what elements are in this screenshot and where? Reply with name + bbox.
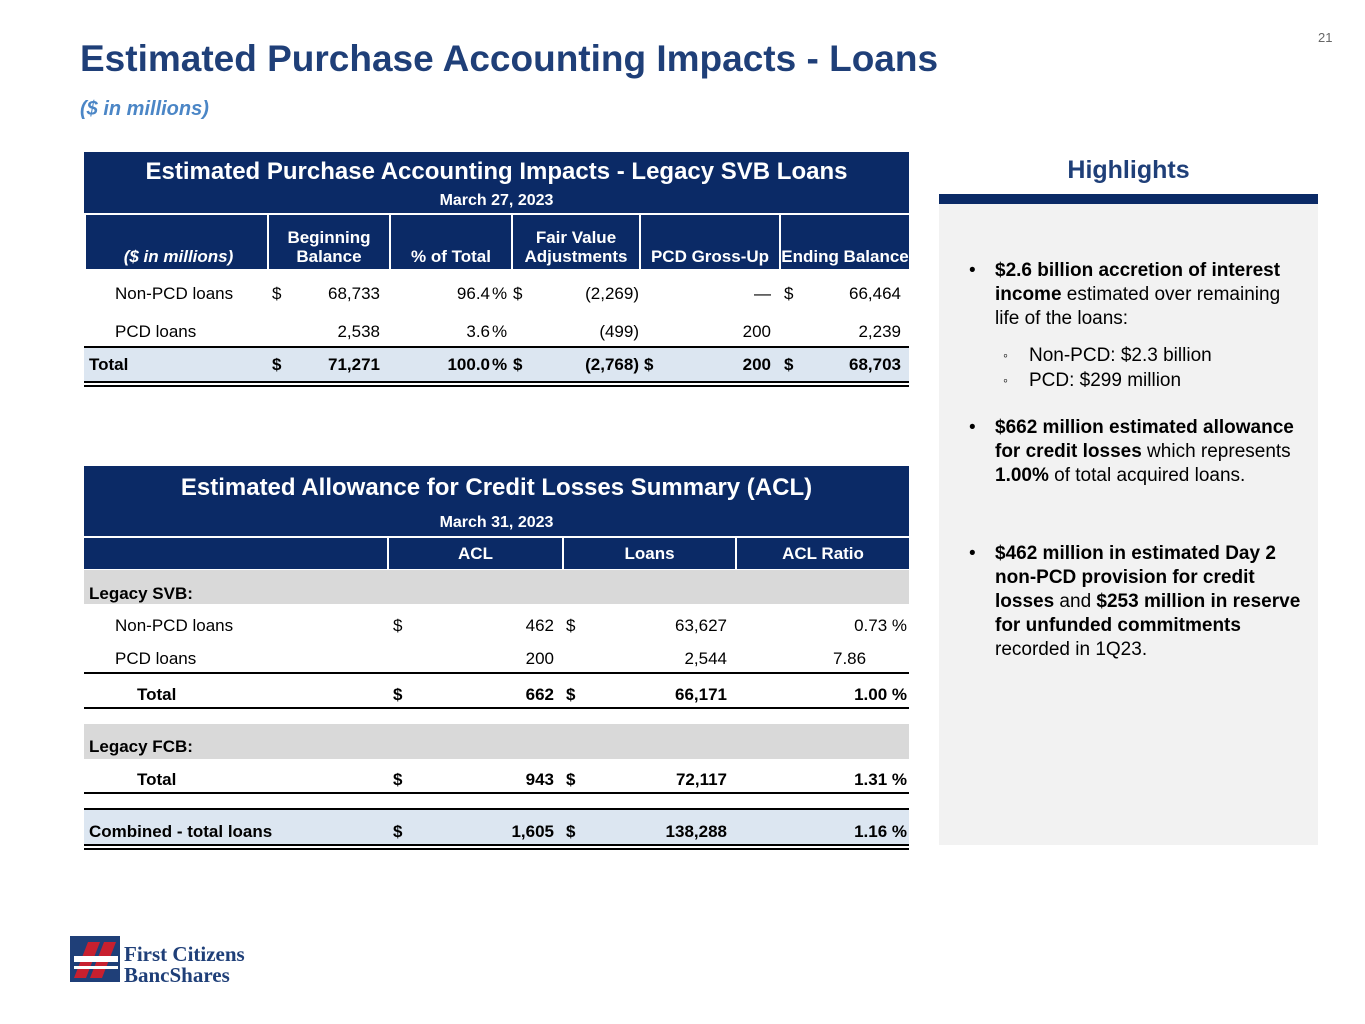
- currency-sign: $: [513, 355, 523, 374]
- sub-bullet-icon: ◦: [1003, 347, 1008, 363]
- acl-value: 943: [525, 770, 554, 789]
- column-header-acl-ratio: ACL Ratio: [735, 538, 909, 569]
- currency-sign: $: [393, 616, 403, 635]
- currency-sign: $: [513, 284, 523, 303]
- pct-value: 3.6: [466, 322, 490, 341]
- loans-value: 63,627: [675, 616, 727, 635]
- currency-sign: $: [566, 685, 576, 704]
- pcd-value: 200: [742, 322, 771, 341]
- combined-total-row: [84, 810, 909, 844]
- section-row-legacy-svb: [84, 570, 909, 604]
- column-header-label: ($ in millions): [84, 215, 267, 269]
- row-label: Total: [89, 355, 129, 374]
- ratio-value: 0.73 %: [854, 616, 907, 635]
- beginning-value: 68,733: [328, 284, 380, 303]
- row-label: Non-PCD loans: [115, 284, 234, 303]
- bullet-bold-text: $253 million in reserve for unfunded commitments: [995, 591, 1301, 636]
- column-header-pcd-grossup: PCD Gross-Up: [639, 215, 779, 269]
- row-divider: [84, 672, 909, 674]
- double-underline: [84, 844, 909, 846]
- pct-value: 100.0: [447, 355, 490, 374]
- pct-value: 96.4: [456, 284, 490, 303]
- currency-sign: $: [566, 770, 576, 789]
- bullet-text: estimated over remaining life of the loans:: [995, 284, 1281, 329]
- ending-value: 2,239: [858, 322, 901, 341]
- sub-bullet-text: Non-PCD: $2.3 billion: [1029, 345, 1212, 366]
- company-logo: [70, 932, 260, 988]
- sub-bullet-icon: ◦: [1003, 372, 1008, 388]
- currency-sign: $: [272, 284, 282, 303]
- row-label: PCD loans: [115, 322, 197, 341]
- fcb-total-row: [84, 770, 909, 794]
- column-header-ending-balance: Ending Balance: [779, 215, 909, 269]
- section-row-legacy-fcb: [84, 724, 909, 759]
- bullet-text: which represents: [1141, 441, 1291, 462]
- ratio-value: 7.86: [833, 649, 867, 668]
- row-divider: [84, 707, 909, 709]
- table-row: [84, 616, 909, 640]
- highlights-title: Highlights: [1067, 156, 1190, 184]
- row-label: PCD loans: [115, 649, 197, 668]
- currency-sign: $: [784, 355, 794, 374]
- currency-sign: $: [644, 355, 654, 374]
- ratio-value: 1.31 %: [854, 770, 907, 789]
- table-row: [84, 284, 909, 308]
- loans-value: 72,117: [675, 770, 727, 789]
- sub-bullet-text: PCD: $299 million: [1029, 370, 1182, 391]
- row-label: Total: [137, 770, 177, 789]
- currency-sign: $: [393, 770, 403, 789]
- page-title: Estimated Purchase Accounting Impacts - Loans: [80, 38, 939, 79]
- fair-value: (499): [599, 322, 639, 341]
- ratio-value: 1.16 %: [854, 822, 907, 841]
- highlights-bar: [939, 194, 1318, 204]
- bullet-bold-text: $662 million estimated allowance for credit losses: [995, 417, 1294, 462]
- page-subtitle: ($ in millions): [80, 98, 209, 120]
- table-row: [84, 322, 909, 346]
- highlight-bullet-1: [969, 259, 1309, 331]
- acl-summary-table: [84, 466, 909, 851]
- flag-logo-icon: [70, 932, 122, 984]
- table-title: Estimated Allowance for Credit Losses Summary (ACL): [180, 474, 813, 501]
- table-title: Estimated Purchase Accounting Impacts - Legacy SVB Loans: [145, 158, 848, 185]
- bullet-icon: •: [969, 260, 976, 281]
- currency-sign: $: [784, 284, 794, 303]
- bullet-bold-text: 1.00%: [995, 465, 1049, 486]
- svb-total-row: [84, 685, 909, 709]
- beginning-value: 71,271: [328, 355, 380, 374]
- bullet-text: and: [1054, 591, 1097, 612]
- highlight-sub-bullet-2: [1003, 368, 1182, 393]
- row-label: Combined - total loans: [89, 822, 273, 841]
- highlights-body: [939, 204, 1318, 845]
- acl-value: 200: [525, 649, 554, 668]
- section-label: Legacy SVB:: [89, 584, 193, 603]
- acl-value: 1,605: [511, 822, 554, 841]
- pct-sign: %: [492, 355, 508, 374]
- fair-value: (2,768): [585, 355, 639, 374]
- column-header-fair-value: Fair Value Adjustments: [511, 215, 639, 269]
- pct-sign: %: [492, 322, 508, 341]
- highlight-bullet-3: [969, 542, 1309, 662]
- highlight-sub-bullet-1: [1003, 343, 1212, 368]
- legacy-svb-loans-table: [84, 152, 909, 387]
- loans-value: 138,288: [665, 822, 727, 841]
- column-header-loans: Loans: [562, 538, 735, 569]
- currency-sign: $: [393, 822, 403, 841]
- bullet-icon: •: [969, 543, 976, 564]
- section-label: Legacy FCB:: [89, 737, 193, 756]
- bullet-text: recorded in 1Q23.: [995, 639, 1148, 660]
- ending-value: 66,464: [849, 284, 901, 303]
- acl-value: 662: [525, 685, 554, 704]
- table-date: March 27, 2023: [439, 192, 554, 209]
- row-divider: [84, 792, 909, 794]
- currency-sign: $: [272, 355, 282, 374]
- currency-sign: $: [566, 616, 576, 635]
- column-header-pct-total: % of Total: [389, 215, 511, 269]
- column-header-beginning-balance: Beginning Balance: [267, 215, 389, 269]
- row-label: Total: [137, 685, 177, 704]
- row-label: Non-PCD loans: [115, 616, 234, 635]
- loans-value: 66,171: [675, 685, 727, 704]
- fair-value: (2,269): [585, 284, 639, 303]
- ending-value: 68,703: [849, 355, 901, 374]
- table-row: [84, 649, 909, 673]
- column-header-row: [84, 538, 909, 569]
- table-date: March 31, 2023: [439, 514, 554, 531]
- bullet-icon: •: [969, 417, 976, 438]
- column-header-acl: ACL: [387, 538, 562, 569]
- highlights-panel: [939, 150, 1318, 845]
- loans-value: 2,544: [684, 649, 727, 668]
- logo-line-1: First Citizens: [124, 942, 245, 966]
- pcd-value: 200: [742, 355, 771, 374]
- pcd-value: —: [754, 284, 771, 303]
- bullet-text: of total acquired loans.: [1048, 465, 1246, 486]
- double-underline: [84, 848, 909, 850]
- highlight-bullet-2: [969, 416, 1309, 488]
- logo-line-2: BancShares: [124, 963, 230, 987]
- double-underline: [84, 381, 909, 383]
- total-row: [84, 348, 909, 381]
- ratio-value: 1.00 %: [854, 685, 907, 704]
- bullet-bold-text: $2.6 billion accretion of interest income: [995, 260, 1281, 305]
- beginning-value: 2,538: [337, 322, 380, 341]
- page-number: 21: [1318, 30, 1333, 45]
- acl-value: 462: [525, 616, 554, 635]
- currency-sign: $: [566, 822, 576, 841]
- currency-sign: $: [393, 685, 403, 704]
- bullet-bold-text: $462 million in estimated Day 2 non-PCD provision for credit losses: [995, 543, 1276, 612]
- pct-sign: %: [492, 284, 508, 303]
- double-underline: [84, 385, 909, 387]
- logo-text: [124, 944, 245, 986]
